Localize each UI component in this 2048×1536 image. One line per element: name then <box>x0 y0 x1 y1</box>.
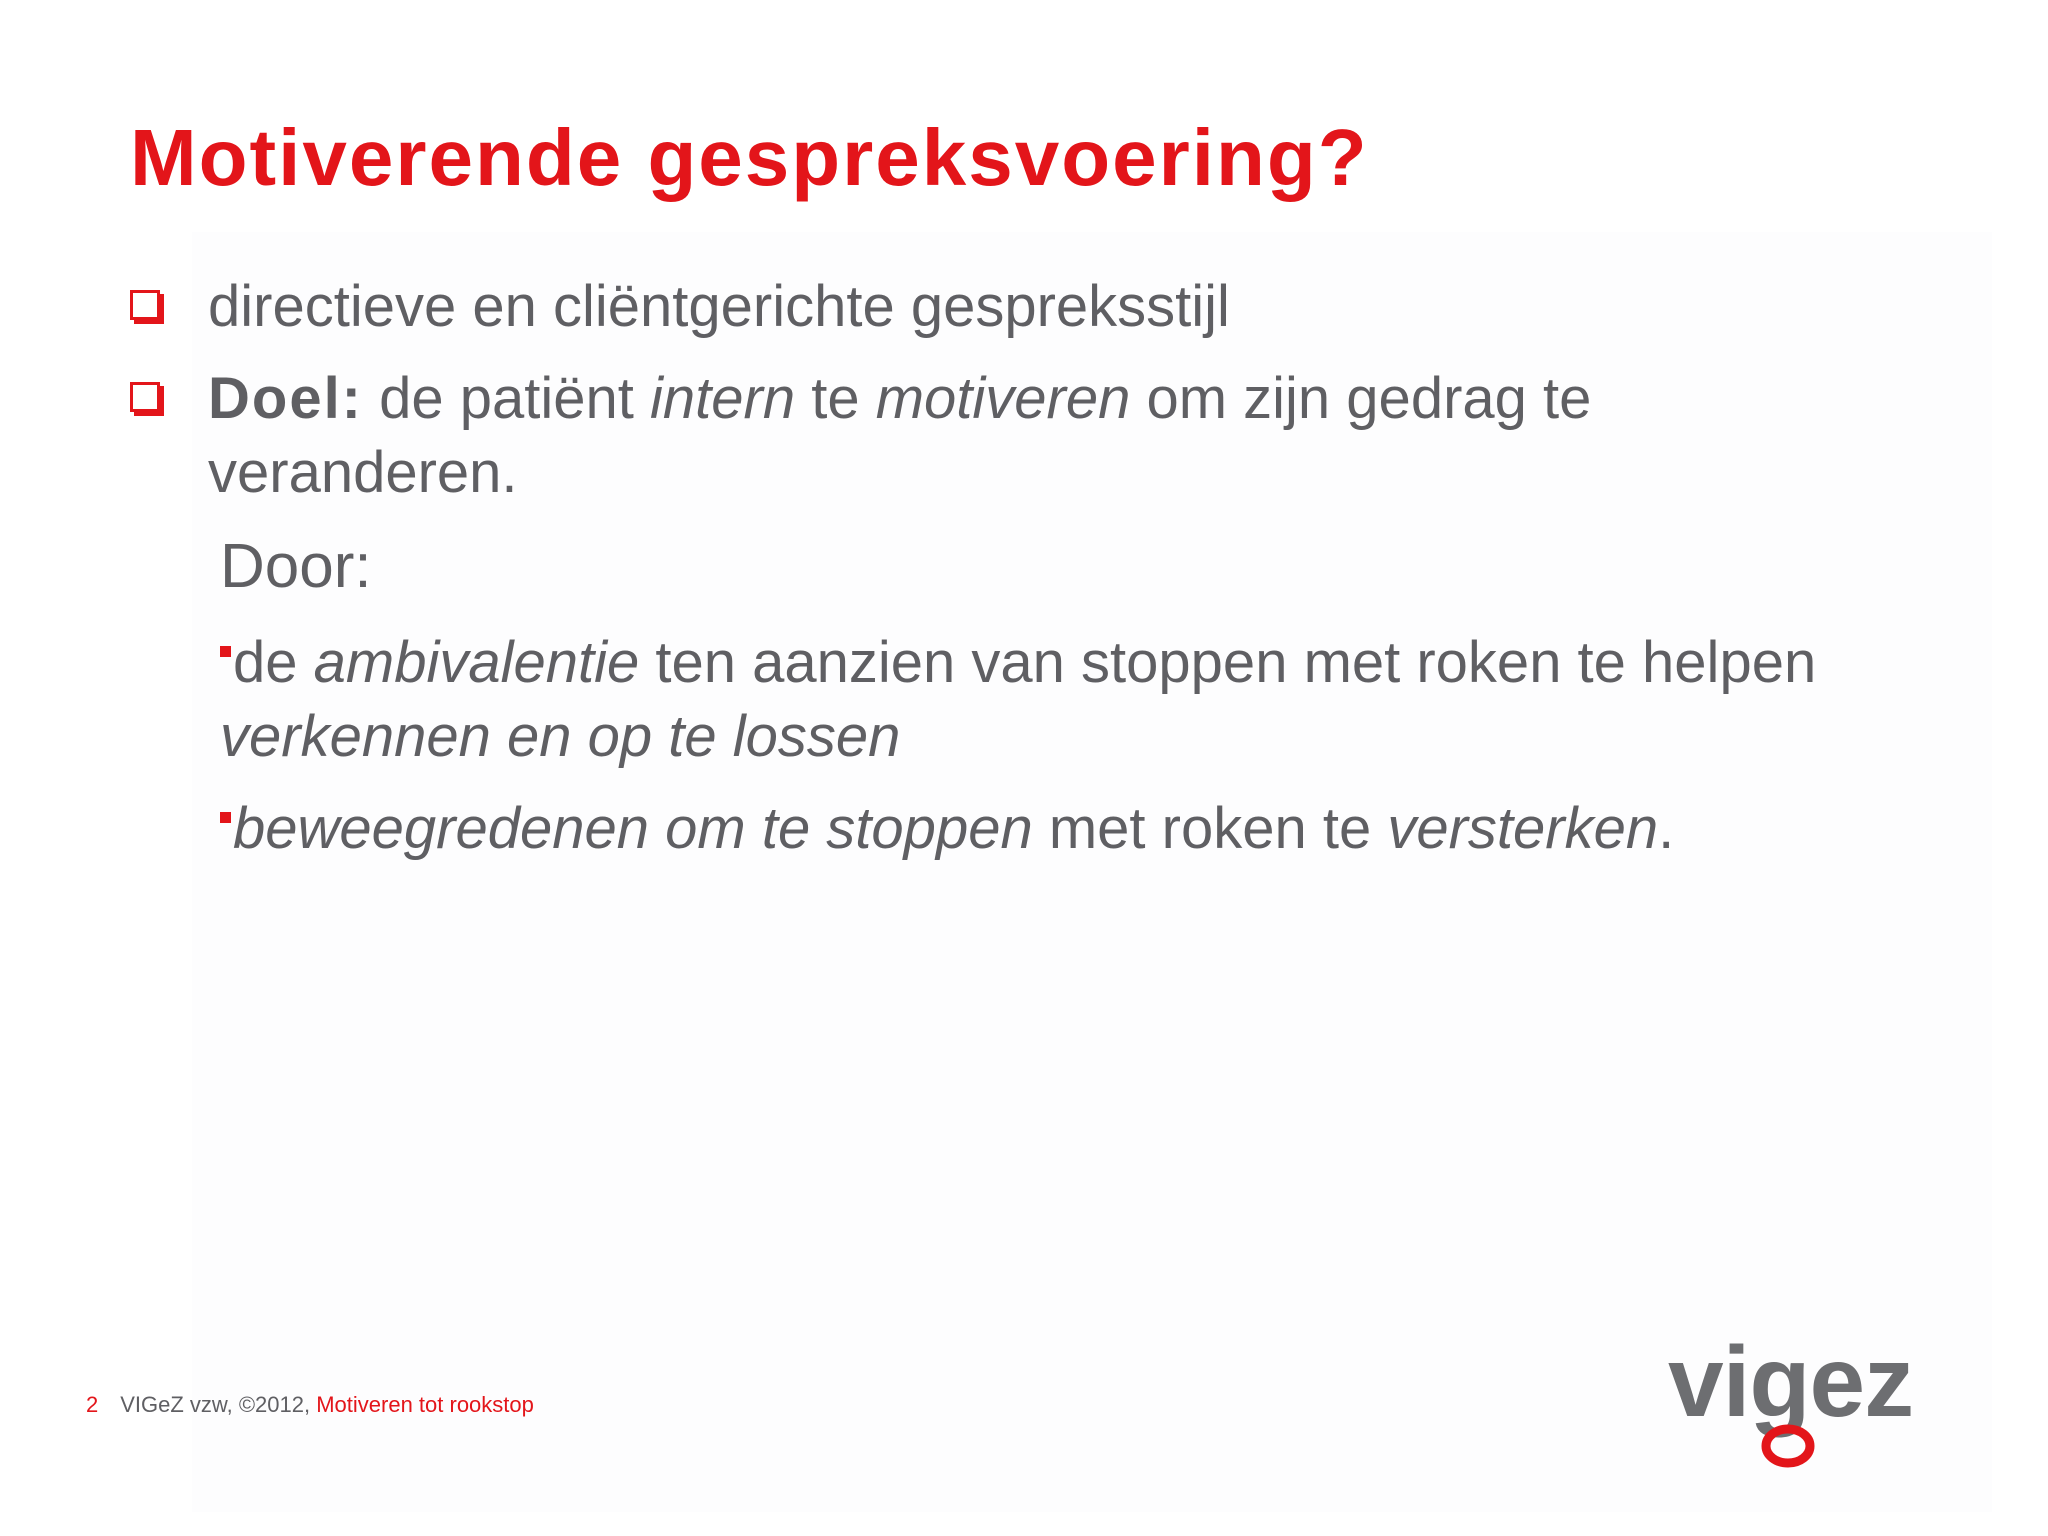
square-bullet-icon <box>220 646 231 657</box>
footer <box>86 1392 534 1418</box>
bullet-text <box>208 270 1768 344</box>
bullet-text <box>208 362 1768 510</box>
sub-bullet-text-emphasis: verkennen en op te lossen <box>220 704 901 769</box>
footer-course: Motiveren tot rookstop <box>316 1392 534 1417</box>
sub-bullet-text-emphasis: versterken <box>1387 796 1659 861</box>
sub-bullet-text-emphasis: ambivalentie <box>313 630 640 695</box>
checkbox-bullet-icon <box>130 382 160 412</box>
checkbox-bullet-icon <box>130 290 160 320</box>
square-bullet-icon <box>220 812 231 823</box>
bullet-text-part: om zijn gedrag te veranderen. <box>208 366 1592 505</box>
bullet-text-content: directieve en cliëntgerichte gespreksstijl <box>208 274 1230 339</box>
doel-label: Doel: <box>208 366 363 431</box>
bullet-text-emphasis: intern <box>650 366 796 431</box>
bullet-text-emphasis: motiveren <box>875 366 1131 431</box>
sub-bullet-text-part: met roken te <box>1032 796 1388 861</box>
logo-wordmark: vigez <box>1668 1328 1914 1438</box>
vigez-logo-icon <box>1668 1328 1928 1478</box>
sub-bullet-text-part: . <box>1658 796 1675 861</box>
bullet-text-part: de patiënt <box>363 366 650 431</box>
sub-bullet-text-emphasis: beweegredenen om te stoppen <box>233 796 1033 861</box>
footer-org: VIGeZ vzw, ©2012, <box>120 1392 317 1417</box>
page-number: 2 <box>86 1392 99 1417</box>
sub-bullet-text-part: ten aanzien van stoppen met roken te helpen <box>639 630 1817 695</box>
bullet-text-part: te <box>795 366 876 431</box>
slide-title: Motiverende gespreksvoering? <box>130 113 1369 202</box>
sub-bullet-item-beweegredenen <box>220 792 1840 866</box>
sub-heading: Door: <box>220 532 372 601</box>
sub-bullet-item-ambivalentie <box>220 626 1840 774</box>
sub-bullet-text-part: de <box>233 630 314 695</box>
